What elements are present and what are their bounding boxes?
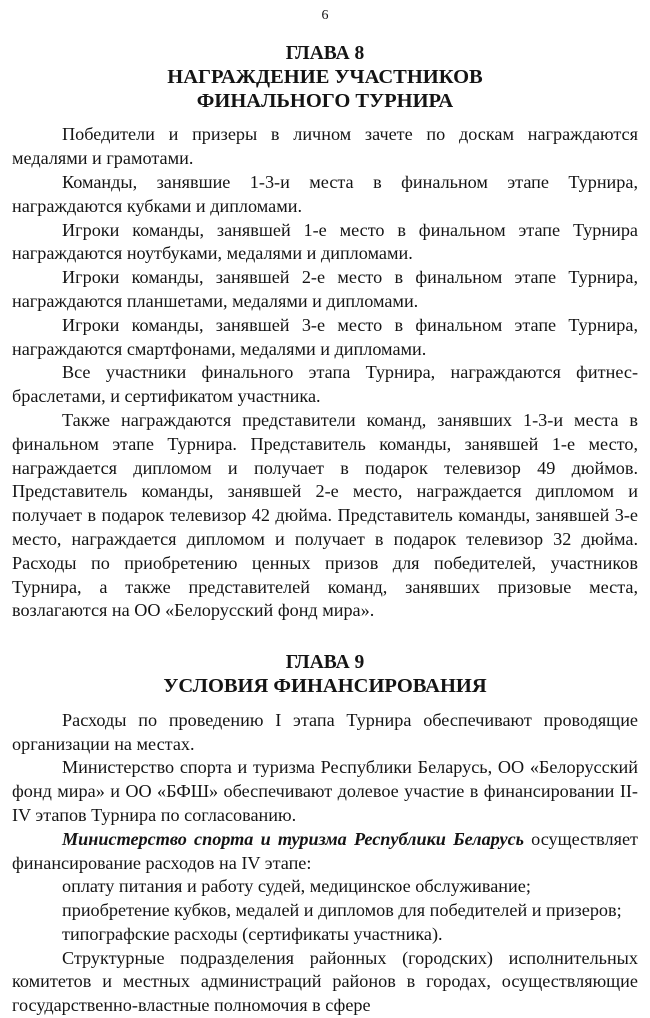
ch9-last-paragraph: Структурные подразделения районных (городских) исполнительных комитетов и местных администраций районов в городах, осуществляющие государственно-властные полномочия в сфере (12, 947, 638, 1016)
ch8-paragraph: Победители и призеры в личном зачете по доскам награждаются медалями и грамотами. (12, 124, 638, 169)
ch9-paragraph: Расходы по проведению I этапа Турнира обеспечивают проводящие организации на местах. (12, 709, 638, 754)
ministry-rest: осуществляет финансирование расходов на IV этапе: (12, 828, 638, 873)
ch9-list-item: типографские расходы (сертификаты участника). (62, 923, 443, 944)
chapter-8-number: ГЛАВА 8 (285, 43, 365, 64)
ministry-name: Министерство спорта и туризма Республики Беларусь (62, 828, 524, 849)
chapter-8-title-line-1: НАГРАЖДЕНИЕ УЧАСТНИКОВ (167, 65, 483, 88)
ch8-paragraph: Игроки команды, занявшей 2-е место в финальном этапе Турнира, награждаются планшетами, медалями и дипломами. (12, 267, 638, 311)
ch8-paragraph: Команды, занявшие 1-3-и места в финальном этапе Турнира, награждаются кубками и дипломами. (12, 171, 638, 216)
ch8-paragraph: Игроки команды, занявшей 1-е место в финальном этапе Турнира награждаются ноутбуками, медалями и дипломами. (12, 219, 638, 264)
document-body (12, 42, 638, 1018)
ch9-list-item: приобретение кубков, медалей и дипломов для победителей и призеров; (62, 900, 622, 921)
ch8-paragraph: Игроки команды, занявшей 3-е место в финальном этапе Турнира, награждаются смартфонами, медалями и дипломами. (12, 314, 638, 359)
ch8-paragraph: Также награждаются представители команд, занявших 1-3-и места в финальном этапе Турнира. Представитель команды, занявшей 1-е место, награждается дипломом и получает в подарок телевизор 49 дюймов. Представитель команды, занявшей 2-е место, награждается дипломом и получает в подарок телевизор 42 дюйма. Представитель команды, занявшей 3-е место, награждается дипломом и получает в подарок телевизор 32 дюйма. Расходы по приобретению ценных призов для победителей, участников Турнира, а также представителей команд, занявших призовые места, возлагаются на ОО «Белорусский фонд мира». (12, 409, 638, 621)
chapter-9-title: УСЛОВИЯ ФИНАНСИРОВАНИЯ (163, 674, 487, 697)
ch9-ministry-paragraph (12, 828, 638, 876)
page-number: 6 (321, 8, 329, 23)
chapter-9-number: ГЛАВА 9 (285, 652, 365, 674)
ch8-paragraph: Все участники финального этапа Турнира, награждаются фитнес-браслетами, и сертификатом участника. (12, 362, 638, 407)
ch9-list-item: оплату питания и работу судей, медицинское обслуживание; (62, 876, 531, 897)
chapter-9-heading (12, 651, 638, 699)
chapter-8-heading (12, 42, 638, 113)
chapter-8-title-line-2: ФИНАЛЬНОГО ТУРНИРА (196, 89, 454, 112)
ch9-paragraph: Министерство спорта и туризма Республики Беларусь, ОО «Белорусский фонд мира» и ОО «БФШ» обеспечивают долевое участие в финансировании II-IV этапов Турнира по согласованию. (12, 757, 638, 825)
